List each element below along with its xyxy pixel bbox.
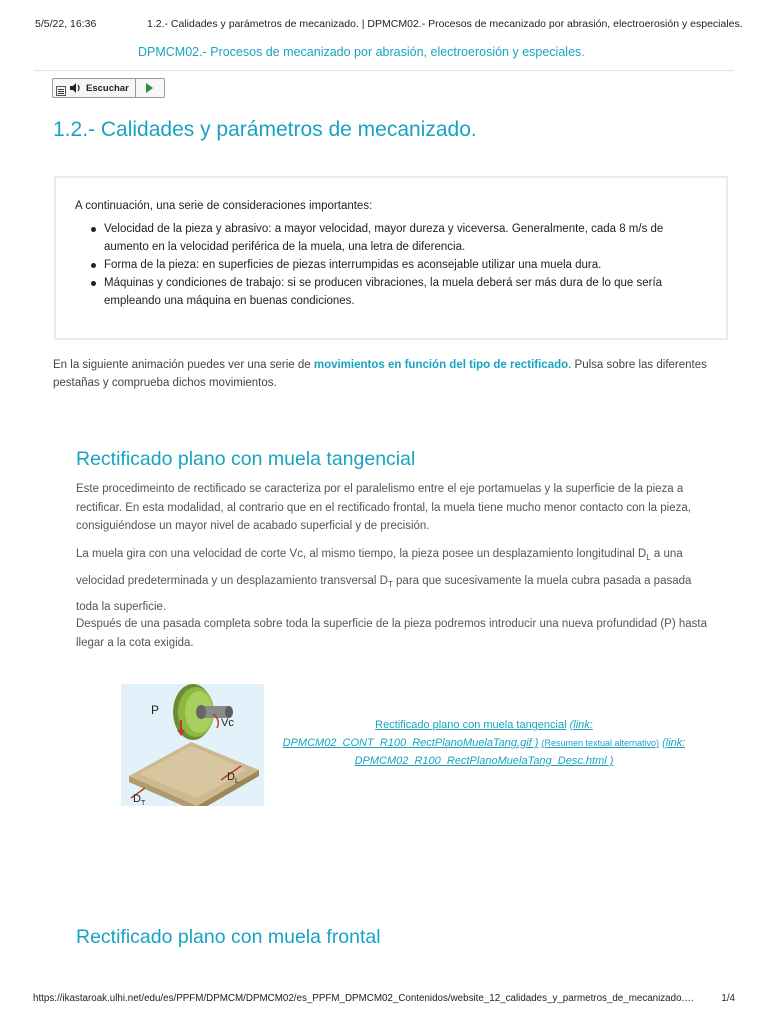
subscript-t: T bbox=[387, 579, 393, 589]
label-dl: D bbox=[227, 771, 235, 783]
list-item: Velocidad de la pieza y abrasivo: a mayor velocidad, mayor dureza y viceversa. Generalmente, cada 8 m/s de aumento en la velocidad periférica de la muela, una letra de diferencia. bbox=[75, 220, 705, 256]
print-url: https://ikastaroak.ulhi.net/edu/es/PPFM/DPMCM/DPMCM02/es_PPFM_DPMCM02_Contenidos/website_12_calidades_y_parmetros_de_mecanizado.… bbox=[33, 993, 695, 1004]
print-date: 5/5/22, 16:36 bbox=[35, 18, 97, 30]
print-document-title: 1.2.- Calidades y parámetros de mecanizado. | DPMCM02.- Procesos de mecanizado por abrasión, electroerosión y especiales. bbox=[147, 18, 743, 30]
label-p: P bbox=[151, 703, 160, 717]
label-dl-sub: L bbox=[235, 778, 239, 785]
subscript-l: L bbox=[646, 553, 651, 562]
text-segment: para que sucesivamente la muela cubra pasada a pasada toda la superficie. bbox=[76, 574, 692, 613]
info-box bbox=[54, 176, 728, 340]
animation-paragraph bbox=[53, 356, 733, 392]
listen-toolbar bbox=[52, 78, 165, 98]
text-segment: a una velocidad predeterminada y un desplazamiento transversal D bbox=[76, 548, 683, 587]
course-title-link[interactable]: DPMCM02.- Procesos de mecanizado por abrasión, electroerosión y especiales. bbox=[138, 45, 585, 59]
paragraph-procedure: Este procedimeinto de rectificado se caracteriza por el paralelismo entre el eje portamuelas y la superficie de la pieza a rectificar. En esta modalidad, al contrario que en el rectificado frontal, la muela tiene mucho menor contacto con la pieza, consiguiéndose un mayor nivel de acabado superficial y de precisión. bbox=[76, 483, 691, 532]
play-icon bbox=[146, 83, 153, 93]
animation-link[interactable]: Rectificado plano con muela tangencial bbox=[375, 719, 567, 731]
section-title-frontal: Rectificado plano con muela frontal bbox=[76, 926, 381, 948]
text-summary-link[interactable]: (Resumen textual alternativo) bbox=[541, 738, 660, 748]
grinding-animation-image[interactable] bbox=[121, 684, 264, 806]
grinding-illustration bbox=[121, 684, 264, 806]
list-item: Forma de la pieza: en superficies de piezas interrumpidas es aconsejable utilizar una muela dura. bbox=[75, 256, 705, 274]
page-title: 1.2.- Calidades y parámetros de mecanizado. bbox=[53, 118, 477, 141]
listen-label: Escuchar bbox=[86, 82, 129, 94]
text-summary-file-link[interactable]: (link: DPMCM02_R100_RectPlanoMuelaTang_Desc.html ) bbox=[354, 737, 686, 767]
considerations-list bbox=[75, 220, 705, 310]
play-button[interactable] bbox=[136, 79, 164, 97]
label-dt: D bbox=[133, 793, 141, 805]
speaker-icon bbox=[70, 83, 82, 93]
info-intro: A continuación, una serie de consideraciones importantes: bbox=[75, 200, 373, 212]
section-title-tangential: Rectificado plano con muela tangencial bbox=[76, 448, 416, 470]
label-dt-sub: T bbox=[141, 800, 146, 806]
text-segment: La muela gira con una velocidad de corte Vc, al mismo tiempo, la pieza posee un desplazamiento longitudinal D bbox=[76, 548, 647, 560]
paragraph-depth: Después de una pasada completa sobre toda la superficie de la pieza podremos introducir una nueva profundidad (P) hasta llegar a la cota exigida. bbox=[76, 618, 707, 649]
print-page-number: 1/4 bbox=[721, 993, 735, 1004]
label-vc: Vc bbox=[221, 717, 234, 729]
listen-button[interactable] bbox=[53, 79, 136, 97]
menu-icon[interactable] bbox=[56, 86, 66, 96]
figure-links bbox=[270, 716, 698, 770]
animation-text-before: En la siguiente animación puedes ver una serie de bbox=[53, 359, 314, 371]
movements-link[interactable]: movimientos en función del tipo de rectificado bbox=[313, 359, 569, 371]
paragraph-movements bbox=[76, 543, 716, 619]
animation-file-link[interactable]: (link: DPMCM02_CONT_R100_RectPlanoMuelaTang.gif ) bbox=[282, 719, 593, 749]
animation-text-after: . Pulsa sobre las diferentes pestañas y comprueba dichos movimientos. bbox=[53, 359, 707, 389]
list-item: Máquinas y condiciones de trabajo: si se producen vibraciones, la muela deberá ser más dura de lo que sería empleando una máquina en buenas condiciones. bbox=[75, 274, 705, 310]
top-divider bbox=[34, 70, 734, 71]
